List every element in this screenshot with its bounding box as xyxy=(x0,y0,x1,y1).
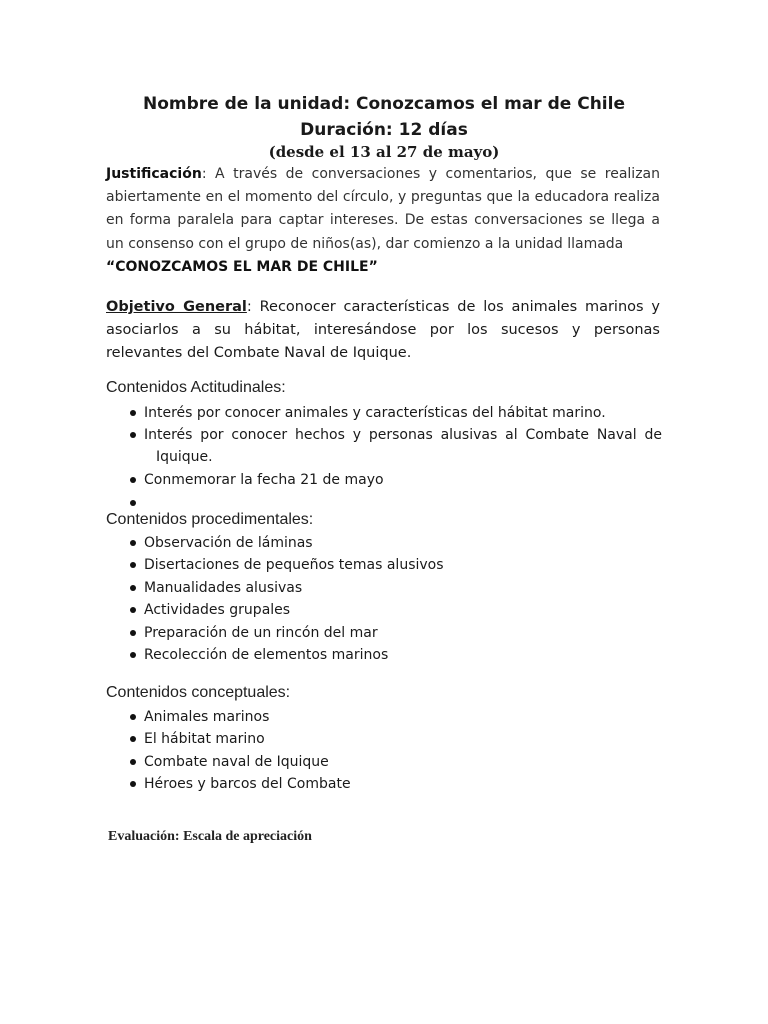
list-item: Observación de láminas xyxy=(130,532,662,554)
justification-text: : A través de conversaciones y comentarios, que se realizan abiertamente en el momento del círculo, y preguntas que la educadora realiza en forma paralela para captar intereses. De estas conversaciones se llega a un consenso con el grupo de niños(as), dar comienzo a la unidad llamada xyxy=(106,166,660,252)
general-objective-paragraph xyxy=(106,296,660,365)
unit-dates: (desde el 13 al 27 de mayo) xyxy=(268,143,500,161)
list-item: Actividades grupales xyxy=(130,599,662,621)
unit-duration: Duración: 12 días xyxy=(300,120,468,140)
general-objective-text: : Reconocer características de los animales marinos y asociarlos a su hábitat, interesándose por los sucesos y personas relevantes del Combate Naval de Iquique. xyxy=(106,299,660,361)
list-item: Animales marinos xyxy=(130,706,662,728)
list-item: Conmemorar la fecha 21 de mayo xyxy=(130,469,662,491)
bullet-icon xyxy=(130,477,136,483)
list-item: Preparación de un rincón del mar xyxy=(130,622,662,644)
conceptual-heading: Contenidos conceptuales: xyxy=(106,684,291,701)
general-objective-label: Objetivo General xyxy=(106,299,247,315)
list-item: Héroes y barcos del Combate xyxy=(130,773,662,795)
bullet-icon xyxy=(130,759,136,765)
unit-title: Nombre de la unidad: Conozcamos el mar de Chile xyxy=(143,94,625,114)
attitudinal-heading: Contenidos Actitudinales: xyxy=(106,379,286,396)
list-item: Combate naval de Iquique xyxy=(130,751,662,773)
evaluation-line: Evaluación: Escala de apreciación xyxy=(108,829,312,844)
procedural-heading: Contenidos procedimentales: xyxy=(106,511,314,528)
list-item: Manualidades alusivas xyxy=(130,577,662,599)
bullet-icon xyxy=(130,714,136,720)
list-item: Disertaciones de pequeños temas alusivos xyxy=(130,554,662,576)
bullet-icon xyxy=(130,562,136,568)
justification-paragraph xyxy=(106,163,660,279)
justification-label: Justificación xyxy=(106,166,202,182)
bullet-icon xyxy=(130,652,136,658)
unit-name: “CONOZCAMOS EL MAR DE CHILE” xyxy=(106,258,378,275)
bullet-icon xyxy=(130,736,136,742)
conceptual-list xyxy=(130,706,662,796)
list-item: Interés por conocer animales y características del hábitat marino. xyxy=(130,402,662,424)
procedural-list xyxy=(130,532,662,666)
bullet-icon xyxy=(130,781,136,787)
list-item: Interés por conocer hechos y personas alusivas al Combate Naval de Iquique. xyxy=(130,424,662,468)
list-item: Recolección de elementos marinos xyxy=(130,644,662,666)
bullet-icon xyxy=(130,630,136,636)
bullet-icon xyxy=(130,540,136,546)
bullet-icon xyxy=(130,432,136,438)
bullet-icon xyxy=(130,585,136,591)
bullet-icon xyxy=(130,410,136,416)
attitudinal-list xyxy=(130,402,662,514)
bullet-icon xyxy=(130,607,136,613)
list-item: El hábitat marino xyxy=(130,728,662,750)
bullet-icon xyxy=(130,500,136,506)
